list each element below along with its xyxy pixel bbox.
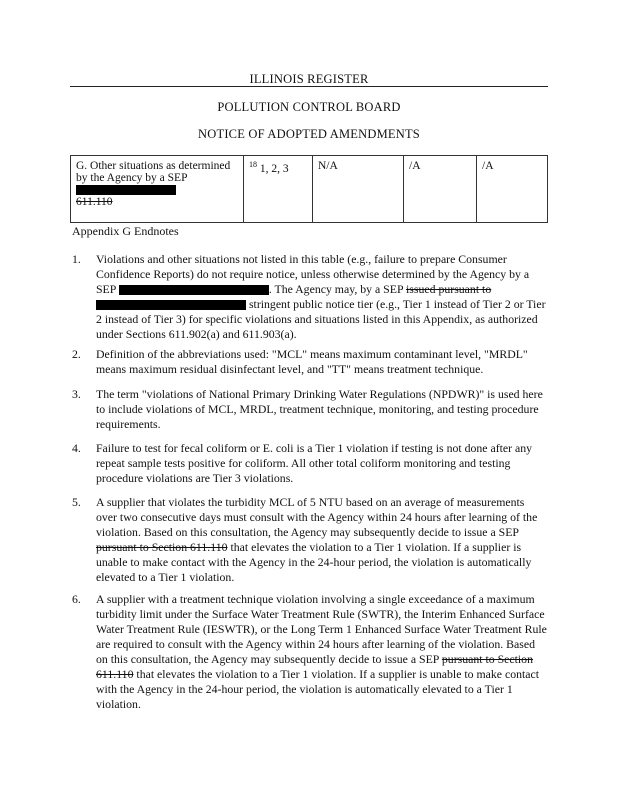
redaction-mark xyxy=(76,185,176,195)
situation-cell xyxy=(71,156,244,223)
situation-struck-text: 611.110 xyxy=(76,196,113,208)
redaction-mark xyxy=(96,300,246,310)
endnote-text-part: A supplier with a treatment technique violation involving a single exceedance of a maximum turbidity limit under the Surface Water Treatment Rule (SWTR), the Interim Enhanced Surface Water Treatment Rule (IESWTR), or the Long Term 1 Enhanced Surface Water Treatment Rule are required to consult with the Agency within 24 hours after learning of the violation. Based on this consultation, the Agency may subsequently decide to issue a SEP xyxy=(96,592,547,666)
endnote-struck-text: pursuant to Section 611.110 xyxy=(96,540,228,554)
endnote-text xyxy=(96,592,548,712)
col3-text: N/A xyxy=(318,160,338,172)
endnote-text xyxy=(96,252,548,342)
col5-cell xyxy=(477,156,548,223)
endnote-2 xyxy=(72,347,548,377)
notice-title: NOTICE OF ADOPTED AMENDMENTS xyxy=(198,127,420,141)
col4-text: /A xyxy=(409,160,421,172)
endnote-4 xyxy=(72,441,548,486)
endnote-text-part: Violations and other situations not listed in this table (e.g., failure to prepare Consumer Confidence Reports) do not require notice, unless otherwise determined by the Agency by a SEP xyxy=(96,252,530,296)
endnote-struck-text: issued pursuant to xyxy=(406,282,492,296)
endnote-number: 2. xyxy=(72,347,81,361)
col3-cell xyxy=(313,156,404,223)
table-row xyxy=(71,156,548,223)
endnote-3 xyxy=(72,387,548,432)
endnote-number: 6. xyxy=(72,592,81,606)
board-title: POLLUTION CONTROL BOARD xyxy=(217,100,401,114)
endnote-text-part: that elevates the violation to a Tier 1 violation. If a supplier is unable to make contact with the Agency in the 24-hour period, the violation is automatically elevated to a Tier 1 violation. xyxy=(96,540,532,584)
endnote-1 xyxy=(72,252,548,342)
redaction-mark xyxy=(119,285,269,295)
col4-cell xyxy=(404,156,477,223)
situation-table xyxy=(70,155,548,223)
endnote-6 xyxy=(72,592,548,712)
tier-cell xyxy=(244,156,313,223)
endnote-text: The term "violations of National Primary Drinking Water Regulations (NPDWR)" is used here to include violations of MCL, MRDL, treatment technique, monitoring, and testing procedure requirements. xyxy=(96,387,543,431)
endnote-text-part: . The Agency may, by a SEP xyxy=(268,282,404,296)
register-title: ILLINOIS REGISTER xyxy=(249,72,369,86)
appendix-title: Appendix G Endnotes xyxy=(72,224,179,238)
endnote-5 xyxy=(72,495,548,585)
endnote-text: Definition of the abbreviations used: "MCL" means maximum contaminant level, "MRDL" means maximum residual disinfectant level, and "TT" means treatment technique. xyxy=(96,347,528,376)
header-rule xyxy=(70,86,548,87)
endnote-text-part: that elevates the violation to a Tier 1 violation. If a supplier is unable to make contact with the Agency in the 24-hour period, the violation is automatically elevated to a Tier 1 violation. xyxy=(96,667,540,711)
endnote-struck-text: pursuant to Section 611.110 xyxy=(96,652,533,681)
endnote-text-part: stringent public notice tier (e.g., Tier 1 instead of Tier 2 or Tier 2 instead of Tier 3) for specific violations and situations listed in this Appendix, as authorized under Sections 611.902(a) and 611.903(a). xyxy=(96,297,546,341)
tier-text: 1, 2, 3 xyxy=(259,162,289,175)
endnote-number: 4. xyxy=(72,441,81,455)
situation-text: G. Other situations as determined by the Agency by a SEP xyxy=(76,160,231,184)
endnote-number: 1. xyxy=(72,252,81,266)
endnote-number: 3. xyxy=(72,387,81,401)
endnote-number: 5. xyxy=(72,495,81,509)
tier-footnote: 18 xyxy=(249,160,257,169)
col5-text: /A xyxy=(482,160,494,172)
endnote-text: Failure to test for fecal coliform or E. coli is a Tier 1 violation if testing is not done after any repeat sample tests positive for coliform. All other total coliform monitoring and testing procedure violations are Tier 3 violations. xyxy=(96,441,533,485)
endnote-text-part: A supplier that violates the turbidity MCL of 5 NTU based on an average of measurements over two consecutive days must consult with the Agency within 24 hours after learning of the violation. Based on this consultation, the Agency may subsequently decide to issue a SEP xyxy=(96,495,538,539)
endnote-text xyxy=(96,495,548,585)
